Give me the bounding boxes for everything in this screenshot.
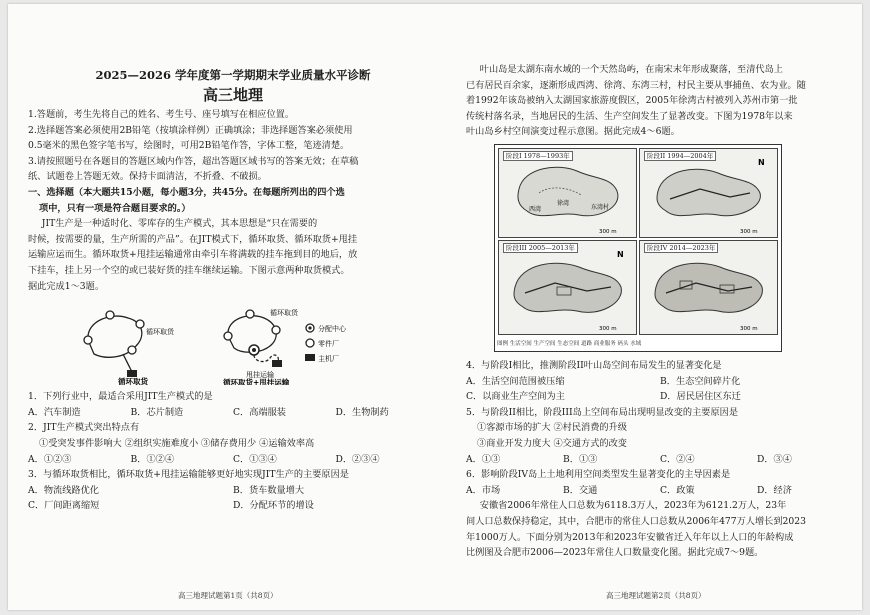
island-shape [499,241,636,334]
map-legend: 图例 生活空间 生产空间 生态空间 道路 商业服务 码头 水域 [497,340,642,347]
passage-line: 下挂车，挂上另一个空的或已装好货的挂车继续运输。下图示意两种取货模式。 [28,264,350,276]
question-3-options [28,483,438,499]
question-4-options-row2 [466,389,854,405]
panel-label: 阶段II 1994—2004年 [644,151,716,161]
island-shape [640,149,777,237]
jit-diagram-svg [28,300,438,385]
jit-diagram [28,300,438,385]
map-panel-stage-1 [498,148,637,238]
label-loop-2: 循环取货 [270,309,298,318]
place-label: 东湾村 [591,203,610,211]
question-6-stem: 6．影响阶段IV岛上土地利用空间类型发生显著变化的主导因素是 [466,469,731,481]
legend-distribution-center: 分配中心 [318,325,346,334]
place-label: 徐湾 [557,199,570,207]
option[interactable]: A．①③ [466,453,501,465]
loop-route-left [84,311,144,377]
island-shape [640,241,777,334]
place-label: 西湾 [529,205,542,213]
passage-line: 叶山岛乡村空间演变过程示意图。据此完成4～6题。 [466,126,680,138]
option[interactable]: B．货车数量增大 [233,484,305,496]
option[interactable]: B．交通 [563,484,598,496]
right-column [466,62,854,561]
section-heading: 一、选择题（本大题共15小题，每小题3分，共45分。在每题所列出的四个选 [28,186,345,198]
passage-line: JIT生产是一种适时化、零库存的生产模式，其本思想是“只在需要的 [41,218,318,230]
instruction-line: 2.选择题答案必须使用2B铅笔（按填涂样例）正确填涂；非选择题答案必须使用 [28,124,353,136]
passage-line: 据此完成1～3题。 [28,280,105,292]
panel-label: 阶段III 2005—2013年 [503,243,578,253]
map-panel-stage-3 [498,240,637,335]
page-footer-left: 高三地理试题第1页（共8页） [178,591,278,600]
instruction-line: 3.请按照题号在各题目的答题区域内作答，超出答题区域书写的答案无效；在草稿 [28,155,359,167]
passage-line: 时候，按需要的量，生产所需的产品”。在JIT模式下，循环取货、循环取货+甩挂 [28,233,358,245]
option[interactable]: D．②③④ [335,453,380,465]
option[interactable]: A．生活空间范围被压缩 [466,375,565,387]
option[interactable]: C．政策 [660,484,695,496]
map-panel-stage-4 [639,240,778,335]
question-2-sub: ①受突发事件影响大 ②组织实施难度小 ③储存费用少 ④运输效率高 [39,437,315,449]
question-3-stem: 3．与循环取货相比，循环取货+甩挂运输能够更好地实现JIT生产的主要原因是 [28,469,349,481]
map-scale: 300 m [740,228,758,235]
question-5-sub: ①客源市场的扩大 ②村民消费的升级 [477,422,627,434]
passage-line: 年1000万人。下面分别为2013年和2023年安徽省迁入年年以上人口的年龄构成 [466,531,794,543]
passage-line: 安徽省2006年常住人口总数为6118.3万人，2023年为6121.2万人，23年 [479,500,787,512]
exam-sheet [8,4,862,610]
caption-loop-trailer: 循环取货+甩挂运输 [223,378,290,386]
label-trailer: 甩挂运输 [246,371,274,380]
option[interactable]: D．分配环节的增设 [233,500,314,512]
instruction-line: 1.答题前，考生先将自己的姓名、考生号、座号填写在相应位置。 [28,109,295,120]
caption-loop: 循环取货 [118,377,148,386]
map-scale: 300 m [599,325,617,332]
option[interactable]: A．物流线路优化 [28,484,99,496]
panel-label: 阶段I 1978—1993年 [503,151,573,161]
option[interactable]: B．生态空间碎片化 [660,375,741,387]
question-1-options [28,405,438,421]
option[interactable]: A．市场 [466,484,501,496]
option[interactable]: D．经济 [757,484,792,496]
passage-line: 间人口总数保持稳定，其中，合肥市的常住人口总数从2006年477万人增长到2023 [466,515,806,527]
map-panel-stage-2 [639,148,778,238]
question-1-stem: 1．下列行业中，最适合采用JIT生产模式的是 [28,391,213,403]
jit-legend [305,324,347,363]
passage-line: 比例图及合肥市2006—2023年常住人口数量变化图。据此完成7～9题。 [466,547,764,559]
legend-main-factory: 主机厂 [318,355,339,364]
question-2-stem: 2．JIT生产模式突出特点有 [28,422,140,434]
loop-route-right [224,310,282,367]
passage-line: 传统村落名录，当地居民的生活、生产空间发生了显著改变。下图为1978年以来 [466,110,793,122]
section-heading-cont: 项中，只有一项是符合题目要求的。） [39,202,191,214]
option[interactable]: C．厂间距离缩短 [28,500,100,512]
exam-title: 2025—2026 学年度第一学期期末学业质量水平诊断 [95,68,371,82]
option[interactable]: B．芯片制造 [130,406,184,418]
island-shape [499,149,636,237]
option[interactable]: C．高端服装 [233,406,286,418]
option[interactable]: B．①③ [563,453,598,465]
option[interactable]: C．①③④ [233,453,277,465]
option[interactable]: D．生物制药 [335,406,389,418]
question-5-stem: 5．与阶段II相比，阶段III岛上空间布局出现明显改变的主要原因是 [466,406,739,418]
exam-subject: 高三地理 [202,86,263,104]
passage-line: 已有居民百余家，逐渐形成西湾、徐湾、东湾三村，村民主要从事捕鱼、农为业。随 [466,79,806,91]
option[interactable]: C．②④ [660,453,695,465]
question-5-sub: ③商业开发力度大 ④交通方式的改变 [477,437,627,449]
left-column [28,4,438,514]
question-3-options-row2 [28,498,438,514]
question-2-options [28,452,438,468]
passage-line: 着1992年该岛被纳入太湖国家旅游度假区，2005年徐湾古村被列入苏州市第一批 [466,95,798,107]
instruction-line: 0.5毫米的黑色签字笔书写，绘图时，可用2B铅笔作答，字体工整，笔迹清楚。 [28,140,350,152]
question-6-options [466,483,854,499]
question-4-stem: 4．与阶段I相比，推测阶段II叶山岛空间布局发生的显著变化是 [466,359,722,371]
page-footer-right: 高三地理试题第2页（共8页） [606,591,706,600]
map-scale: 300 m [740,325,758,332]
option[interactable]: A．①②③ [28,453,72,465]
north-arrow-icon: N [617,249,624,259]
island-map-figure [494,144,782,352]
north-arrow-icon: N [758,157,765,167]
question-4-options [466,374,854,390]
label-loop: 循环取货 [146,328,174,337]
option[interactable]: C．以商业生产空间为主 [466,391,565,403]
question-5-options [466,452,854,468]
legend-parts-factory: 零件厂 [318,340,339,349]
passage-line: 叶山岛是太湖东南水域的一个天然岛屿，在南宋末年形成聚落，至清代岛上 [479,64,783,75]
option[interactable]: B．①②④ [130,453,175,465]
instruction-line: 纸、试题卷上答题无效。保持卡面清洁，不折叠、不破损。 [28,171,267,183]
option[interactable]: D．③④ [757,453,792,465]
option[interactable]: A．汽车制造 [28,406,81,418]
passage-line: 运输应运而生。循环取货+甩挂运输通常由牵引车将满载的挂车拖到目的地后，放 [28,249,358,261]
panel-label: 阶段IV 2014—2023年 [644,243,718,253]
option[interactable]: D．居民居住区东迁 [660,391,741,403]
map-scale: 300 m [599,228,617,235]
